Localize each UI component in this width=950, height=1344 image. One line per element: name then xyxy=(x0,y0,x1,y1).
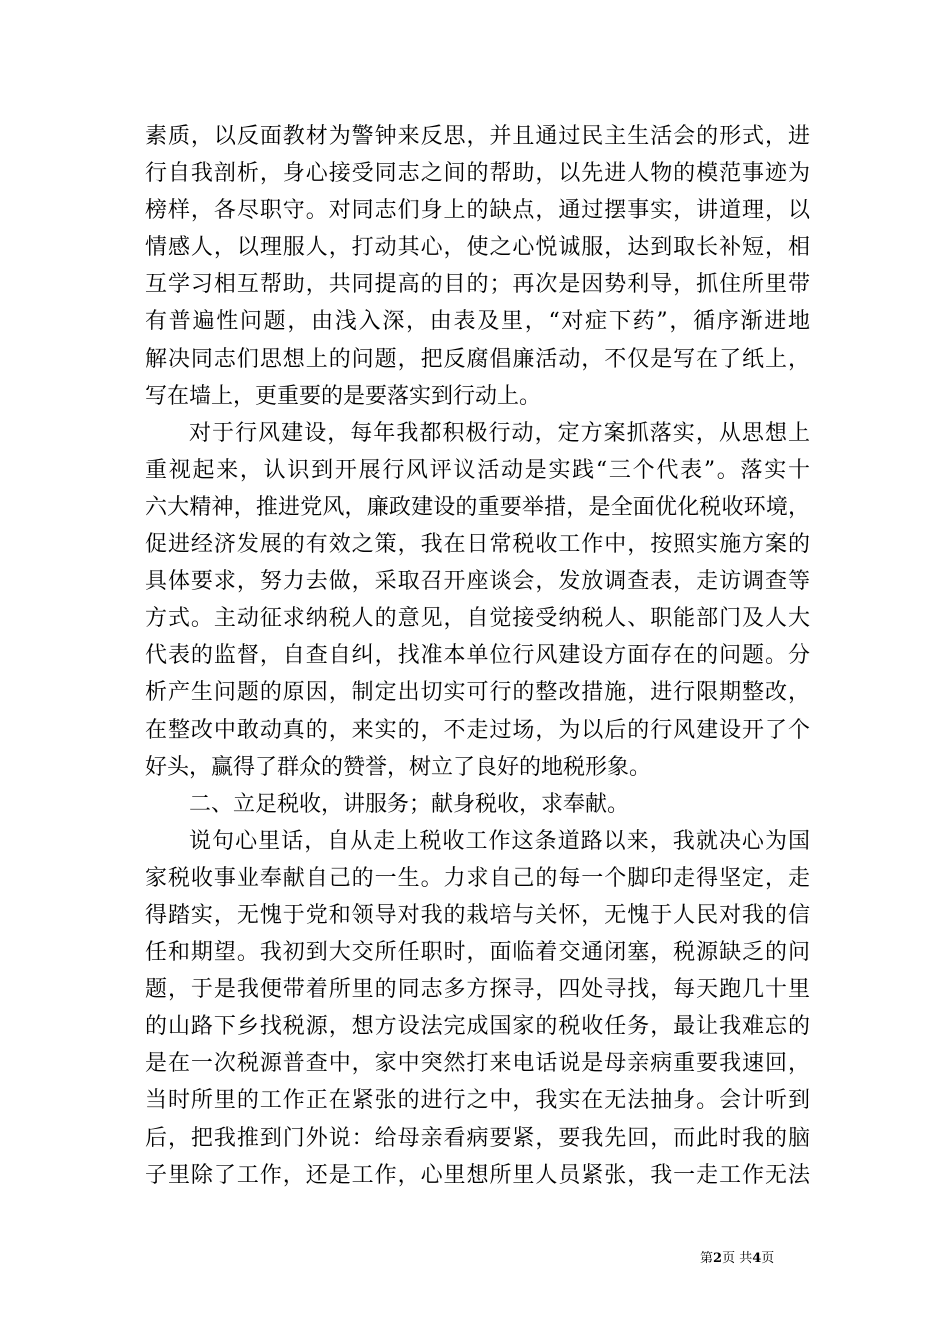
text-line: 题，于是我便带着所里的同志多方探寻，四处寻找，每天跑几十里 xyxy=(145,977,810,1003)
text-line: 解决同志们思想上的问题，把反腐倡廉活动，不仅是写在了纸上， xyxy=(145,346,810,372)
footer-middle: 页 共 xyxy=(722,1251,753,1266)
total-pages-number: 4 xyxy=(752,1251,762,1266)
text-line: 素质，以反面教材为警钟来反思，并且通过民主生活会的形式，进 xyxy=(145,124,810,149)
text-line: 促进经济发展的有效之策，我在日常税收工作中，按照实施方案的 xyxy=(145,532,810,558)
text-line: 榜样，各尽职守。对同志们身上的缺点，通过摆事实，讲道理，以 xyxy=(145,198,810,224)
current-page-number: 2 xyxy=(713,1251,723,1266)
text-line: 任和期望。我初到大交所任职时，面临着交通闭塞，税源缺乏的问 xyxy=(145,940,810,966)
section-heading: 二、立足税收，讲服务；献身税收，求奉献。 xyxy=(189,791,630,817)
text-line: 方式。主动征求纳税人的意见，自觉接受纳税人、职能部门及人大 xyxy=(145,606,810,632)
document-body xyxy=(145,118,810,1194)
text-line: 家税收事业奉献自己的一生。力求自己的每一个脚印走得坚定，走 xyxy=(145,865,810,891)
text-line: 写在墙上，更重要的是要落实到行动上。 xyxy=(145,383,542,409)
text-line: 互学习相互帮助，共同提高的目的；再次是因势利导，抓住所里带 xyxy=(145,272,810,298)
text-line: 是在一次税源普查中，家中突然打来电话说是母亲病重要我速回， xyxy=(145,1051,810,1077)
text-line: 重视起来，认识到开展行风评议活动是实践“三个代表”。落实十 xyxy=(145,457,810,483)
footer-suffix: 页 xyxy=(761,1251,775,1266)
text-line: 析产生问题的原因，制定出切实可行的整改措施，进行限期整改， xyxy=(145,680,810,706)
footer-prefix: 第 xyxy=(700,1251,714,1266)
text-line: 行自我剖析，身心接受同志之间的帮助，以先进人物的模范事迹为 xyxy=(145,161,810,187)
text-line: 有普遍性问题，由浅入深，由表及里，“对症下药”，循序渐进地 xyxy=(145,309,810,335)
text-line: 情感人，以理服人，打动其心，使之心悦诚服，达到取长补短，相 xyxy=(145,235,810,261)
paragraph-first-line: 说句心里话，自从走上税收工作这条道路以来，我就决心为国 xyxy=(189,828,810,854)
text-line: 得踏实，无愧于党和领导对我的栽培与关怀，无愧于人民对我的信 xyxy=(145,902,810,928)
text-line: 后，把我推到门外说：给母亲看病要紧，要我先回，而此时我的脑 xyxy=(145,1125,810,1151)
text-line: 六大精神，推进党风，廉政建设的重要举措，是全面优化税收环境， xyxy=(145,494,810,520)
text-line: 好头，赢得了群众的赞誉，树立了良好的地税形象。 xyxy=(145,754,652,780)
text-line: 具体要求，努力去做，采取召开座谈会，发放调查表，走访调查等 xyxy=(145,569,810,595)
text-line: 的山路下乡找税源，想方设法完成国家的税收任务，最让我难忘的 xyxy=(145,1014,810,1040)
text-line: 子里除了工作，还是工作，心里想所里人员紧张，我一走工作无法 xyxy=(145,1162,810,1188)
page-number-footer xyxy=(700,1247,774,1266)
text-line: 当时所里的工作正在紧张的进行之中，我实在无法抽身。会计听到 xyxy=(145,1088,810,1114)
text-line: 代表的监督，自查自纠，找准本单位行风建设方面存在的问题。分 xyxy=(145,643,810,669)
paragraph-first-line: 对于行风建设，每年我都积极行动，定方案抓落实，从思想上 xyxy=(189,420,810,446)
text-line: 在整改中敢动真的，来实的，不走过场，为以后的行风建设开了个 xyxy=(145,717,810,743)
